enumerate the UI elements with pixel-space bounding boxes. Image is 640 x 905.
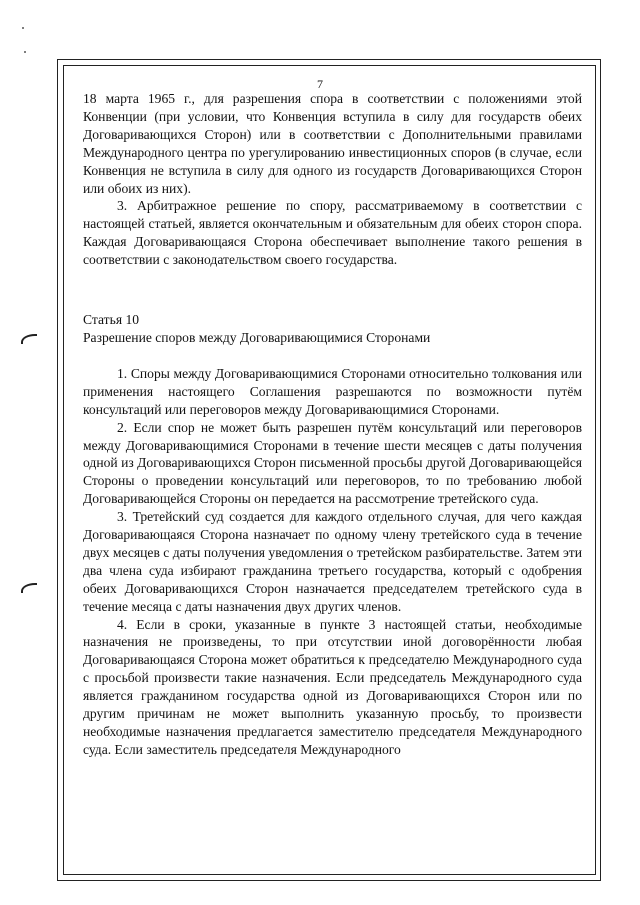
article-number: Статья 10 — [83, 312, 140, 328]
paragraph-item-3: 3. Арбитражное решение по спору, рассматриваемому в соответствии с настоящей статьей, является окончательным и обязательным для обеих сторон спора. Каждая Договаривающаяся Сторона обеспечивает выполнение такого решения в соответствии с законодательством своего государства. — [83, 198, 582, 268]
binding-hole-mark — [21, 334, 37, 344]
article-paragraph-4: 4. Если в сроки, указанные в пункте 3 настоящей статьи, необходимые назначения не произведены, то при отсутствии иной договорённости любая Договаривающаяся Сторона может обратиться к председателю Международного суда с просьбой произвести такие назначения. Если председатель Международного суда является гражданином государства одной из Договаривающихся Сторон или по другим причинам не может выполнить указанную просьбу, то произвести необходимые назначения предлагается заместителю председателя Международного суда. Если заместитель председателя Международного — [83, 616, 582, 757]
article-paragraph-3: 3. Третейский суд создается для каждого отдельного случая, для чего каждая Договаривающаяся Сторона назначает по одному члену третейского суда в течение двух месяцев с даты получения уведомления о третейском разбирательстве. Затем эти два члена суда избирают гражданина третьего государства, который с одобрения обеих Договаривающихся Сторон назначается председателем третейского суда в течение месяца с даты назначения двух других членов. — [83, 509, 582, 614]
binding-hole-mark — [21, 583, 37, 593]
article-title: Разрешение споров между Договаривающимися Сторонами — [83, 329, 431, 345]
article-paragraph-1: 1. Споры между Договаривающимися Сторонами относительно толкования или применения настоящего Соглашения разрешаются по возможности путём консультаций или переговоров между Договаривающимися Сторонами. — [83, 365, 582, 417]
page-number: 7 — [317, 77, 323, 91]
article-paragraph-2: 2. Если спор не может быть разрешен путём консультаций или переговоров между Договаривающимися Сторонами в течение шести месяцев с даты получения одной из Договаривающихся Сторон письменной просьбы другой Договаривающейся Стороны о проведении консультаций или переговоров, то по требованию любой Договаривающейся Стороны он передается на рассмотрение третейского суда. — [83, 419, 582, 507]
scan-speck — [22, 27, 24, 29]
document-body — [83, 90, 582, 759]
scan-speck — [24, 51, 26, 53]
paragraph-continuation: 18 марта 1965 г., для разрешения спора в соответствии с положениями этой Конвенции (при условии, что Конвенция вступила в силу для государств обеих Договаривающихся Сторон) или в соответствии с Дополнительными правилами Международного центра по урегулированию инвестиционных споров (в случае, если Конвенция не вступила в силу для одного из государств Договаривающихся Сторон или обоих из них). — [83, 91, 582, 196]
